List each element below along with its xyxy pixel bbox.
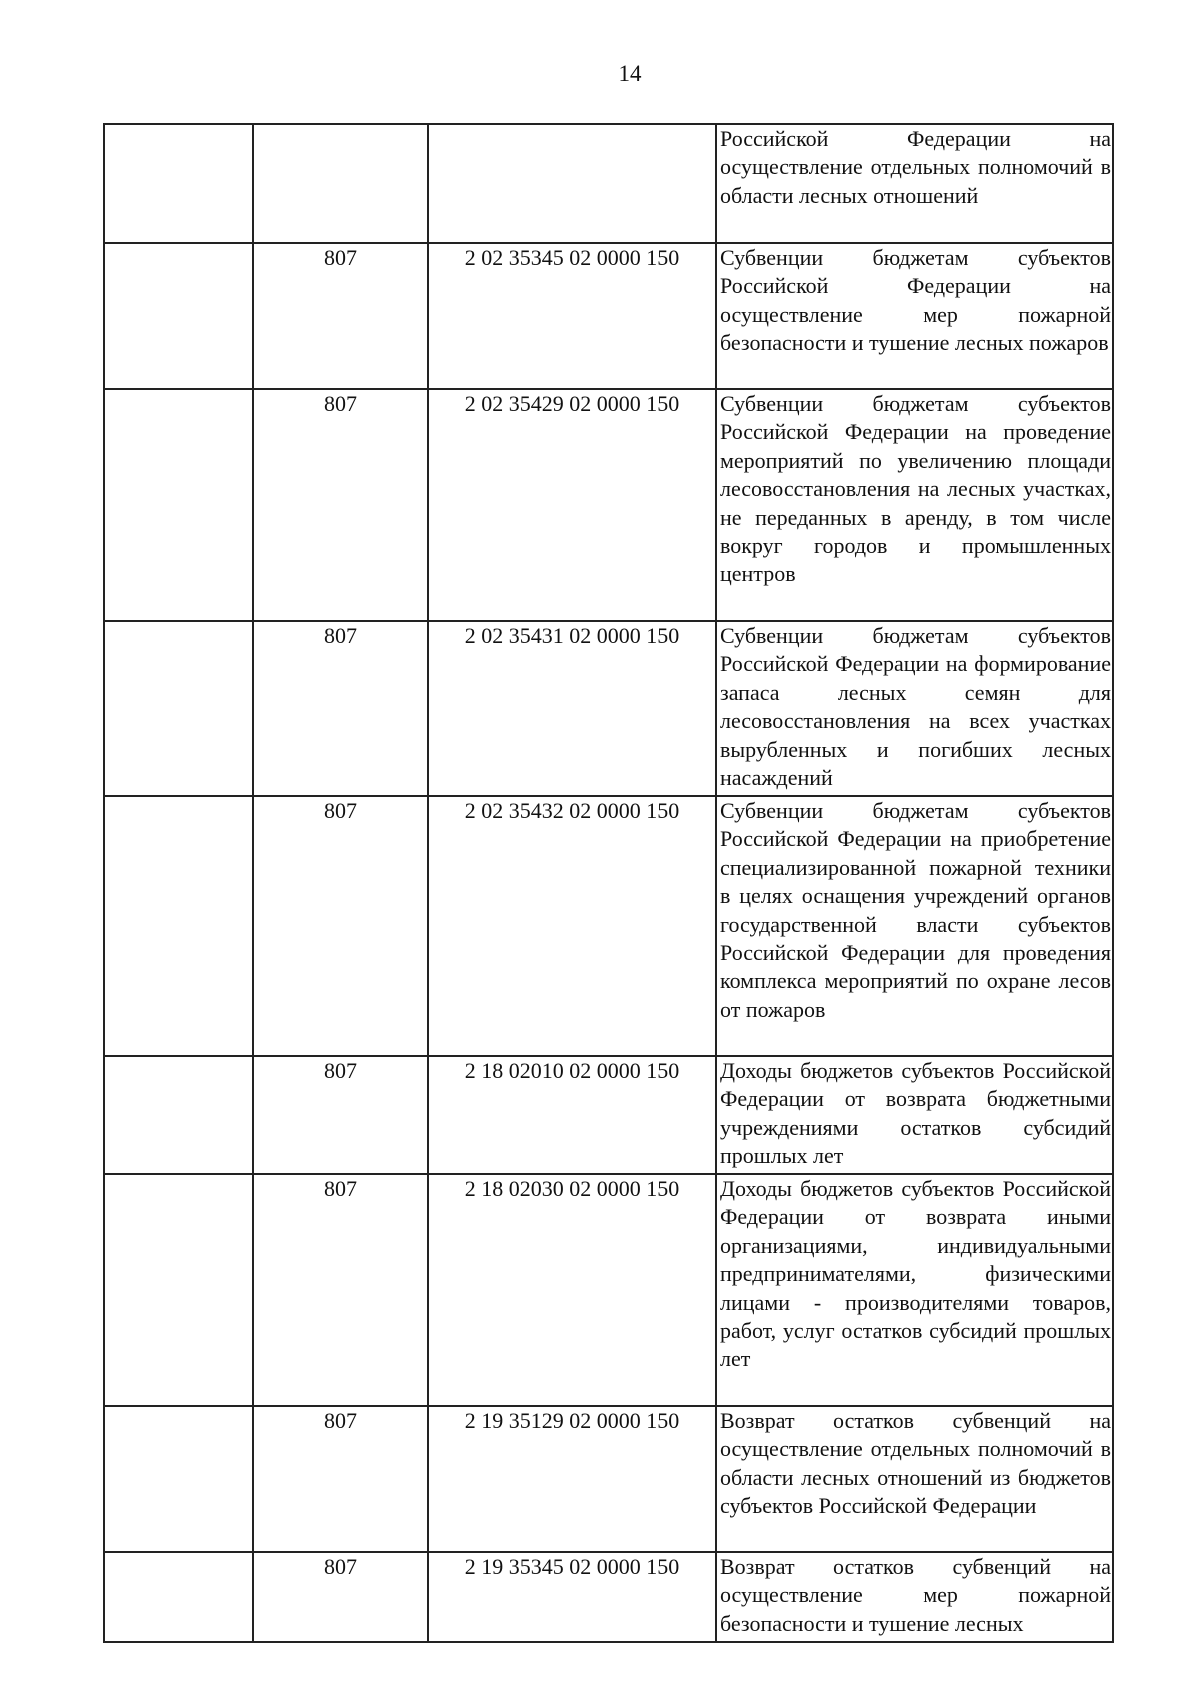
revenue-name-cell: Российской Федерации на осуществление отдельных полномочий в области лесных отношений bbox=[716, 124, 1113, 243]
table-row bbox=[104, 124, 1113, 243]
blank-cell bbox=[104, 1552, 253, 1642]
admin-code-cell: 807 bbox=[253, 1406, 428, 1552]
admin-code-cell bbox=[253, 124, 428, 243]
revenue-code-cell: 2 19 35129 02 0000 150 bbox=[428, 1406, 716, 1552]
admin-code-cell: 807 bbox=[253, 1056, 428, 1174]
revenue-code-cell: 2 02 35431 02 0000 150 bbox=[428, 621, 716, 796]
blank-cell bbox=[104, 1174, 253, 1406]
table-row bbox=[104, 1174, 1113, 1406]
table-row bbox=[104, 1406, 1113, 1552]
blank-cell bbox=[104, 1056, 253, 1174]
admin-code-cell: 807 bbox=[253, 621, 428, 796]
revenue-code-cell: 2 02 35345 02 0000 150 bbox=[428, 243, 716, 389]
page-number: 14 bbox=[618, 61, 642, 86]
admin-code-cell: 807 bbox=[253, 243, 428, 389]
budget-codes-table bbox=[103, 123, 1114, 1643]
table-row bbox=[104, 1056, 1113, 1174]
admin-code-cell: 807 bbox=[253, 389, 428, 621]
table-body bbox=[104, 124, 1113, 1642]
revenue-code-cell: 2 18 02030 02 0000 150 bbox=[428, 1174, 716, 1406]
table-row bbox=[104, 1552, 1113, 1642]
blank-cell bbox=[104, 796, 253, 1056]
revenue-code-cell bbox=[428, 124, 716, 243]
blank-cell bbox=[104, 621, 253, 796]
revenue-name-cell: Субвенции бюджетам субъектов Российской Федерации на приобретение специализированной пожарной техники в целях оснащения учреждений органов государственной власти субъектов Российской Федерации для проведения комплекса мероприятий по охране лесов от пожаров bbox=[716, 796, 1113, 1056]
table-row bbox=[104, 796, 1113, 1056]
admin-code-cell: 807 bbox=[253, 796, 428, 1056]
revenue-name-cell: Возврат остатков субвенций на осуществление отдельных полномочий в области лесных отношений из бюджетов субъектов Российской Федерации bbox=[716, 1406, 1113, 1552]
revenue-code-cell: 2 02 35429 02 0000 150 bbox=[428, 389, 716, 621]
revenue-code-cell: 2 02 35432 02 0000 150 bbox=[428, 796, 716, 1056]
blank-cell bbox=[104, 243, 253, 389]
revenue-name-cell: Субвенции бюджетам субъектов Российской Федерации на формирование запаса лесных семян для лесовосстановления на всех участках вырубленных и погибших лесных насаждений bbox=[716, 621, 1113, 796]
revenue-name-cell: Возврат остатков субвенций на осуществление мер пожарной безопасности и тушение лесных bbox=[716, 1552, 1113, 1642]
blank-cell bbox=[104, 1406, 253, 1552]
admin-code-cell: 807 bbox=[253, 1552, 428, 1642]
revenue-code-cell: 2 18 02010 02 0000 150 bbox=[428, 1056, 716, 1174]
blank-cell bbox=[104, 124, 253, 243]
table-row bbox=[104, 389, 1113, 621]
blank-cell bbox=[104, 389, 253, 621]
admin-code-cell: 807 bbox=[253, 1174, 428, 1406]
revenue-name-cell: Субвенции бюджетам субъектов Российской Федерации на проведение мероприятий по увеличению площади лесовосстановления на лесных участках, не переданных в аренду, в том числе вокруг городов и промышленных центров bbox=[716, 389, 1113, 621]
table-row bbox=[104, 621, 1113, 796]
revenue-code-cell: 2 19 35345 02 0000 150 bbox=[428, 1552, 716, 1642]
revenue-name-cell: Доходы бюджетов субъектов Российской Федерации от возврата бюджетными учреждениями остатков субсидий прошлых лет bbox=[716, 1056, 1113, 1174]
revenue-name-cell: Субвенции бюджетам субъектов Российской Федерации на осуществление мер пожарной безопасности и тушение лесных пожаров bbox=[716, 243, 1113, 389]
table-row bbox=[104, 243, 1113, 389]
revenue-name-cell: Доходы бюджетов субъектов Российской Федерации от возврата иными организациями, индивидуальными предпринимателями, физическими лицами - производителями товаров, работ, услуг остатков субсидий прошлых лет bbox=[716, 1174, 1113, 1406]
